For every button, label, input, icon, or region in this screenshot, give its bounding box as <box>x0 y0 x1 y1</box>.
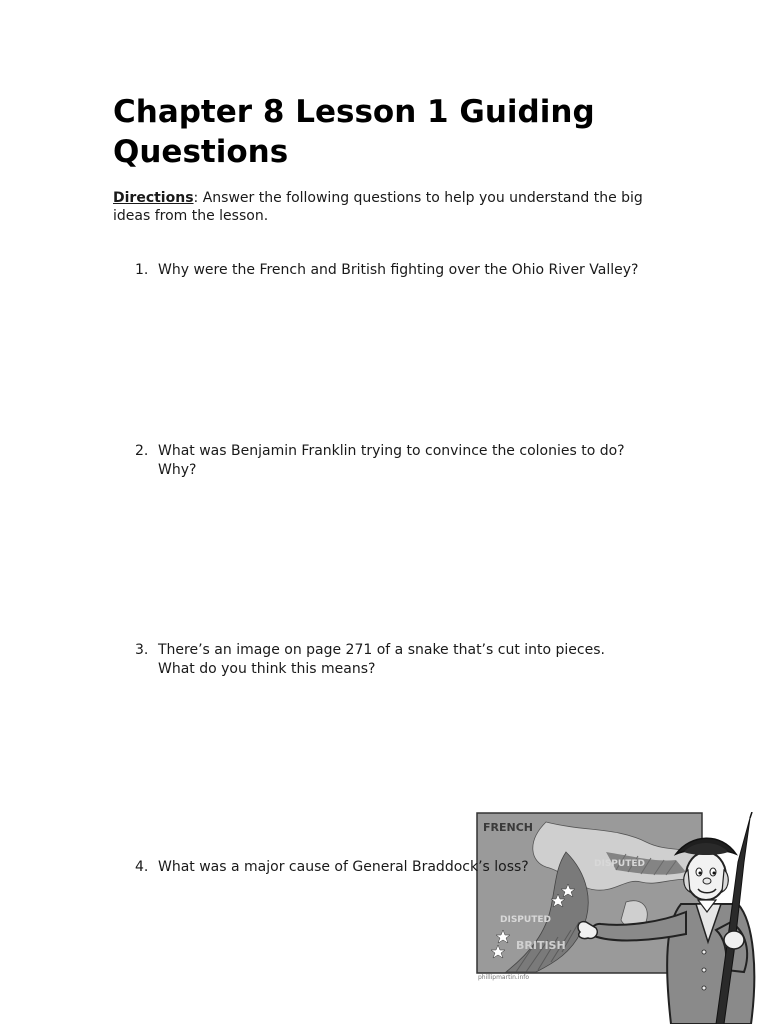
question-3 <box>135 641 640 679</box>
question-text: There’s an image on page 271 of a snake that’s cut into pieces. What do you think this means? <box>158 642 605 677</box>
colonial-soldier-map-illustration <box>476 812 768 1024</box>
question-number: 1. <box>135 262 149 278</box>
map-soldier-icon <box>476 812 768 1024</box>
question-number: 3. <box>135 642 149 658</box>
directions-text: : Answer the following questions to help you understand the big ideas from the lesson. <box>113 190 643 224</box>
directions-paragraph <box>113 189 673 225</box>
question-text: Why were the French and British fighting over the Ohio River Valley? <box>158 262 639 278</box>
question-4 <box>135 858 575 877</box>
page-title: Chapter 8 Lesson 1 Guiding Questions <box>113 94 595 170</box>
map-label-british: BRITISH <box>516 939 566 952</box>
illustration-credit: phillipmartin.info <box>478 974 530 981</box>
question-text: What was Benjamin Franklin trying to convince the colonies to do? Why? <box>158 443 625 478</box>
directions-label: Directions <box>113 190 194 206</box>
question-number: 4. <box>135 859 149 875</box>
map-label-disputed-bottom: DISPUTED <box>500 915 551 925</box>
map-label-disputed-top: DISPUTED <box>594 859 645 869</box>
question-number: 2. <box>135 443 149 459</box>
question-2 <box>135 442 640 480</box>
question-1 <box>135 261 640 280</box>
question-text: What was a major cause of General Braddock’s loss? <box>158 859 529 875</box>
map-label-french: FRENCH <box>483 821 533 834</box>
